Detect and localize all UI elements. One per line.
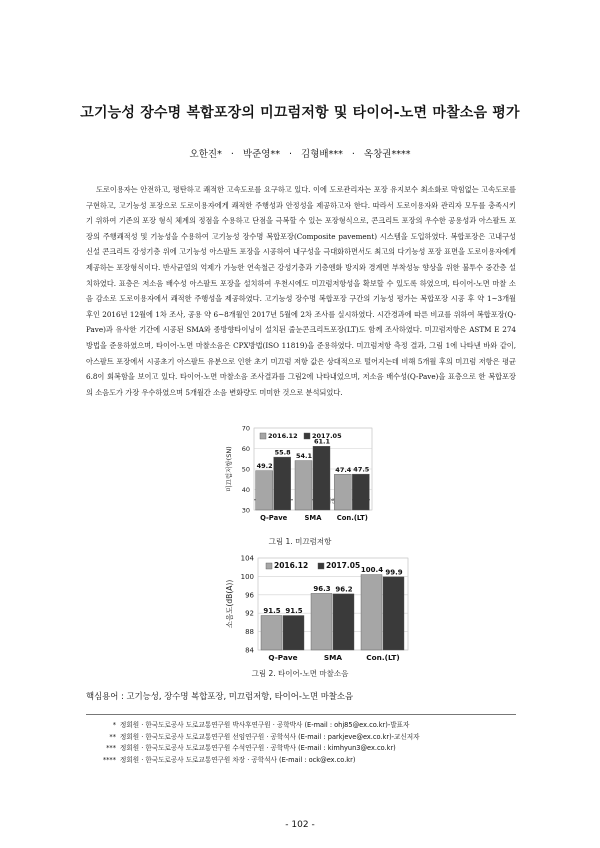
x-tick-label: SMA: [323, 653, 343, 662]
y-tick-label: 96: [245, 591, 254, 600]
y-tick-label: 84: [245, 646, 254, 655]
tire-noise-chart: [222, 552, 418, 668]
bar-2017.05: [333, 594, 354, 650]
legend-label: 2017.05: [312, 432, 342, 440]
legend-swatch: [318, 563, 324, 569]
author-separator: ·: [230, 149, 234, 160]
data-label: 47.4: [335, 465, 352, 474]
data-label: 99.9: [385, 568, 403, 577]
data-label: 54.1: [295, 452, 313, 461]
legend-swatch: [304, 433, 310, 439]
x-tick-label: Con.(LT): [366, 653, 400, 662]
data-label: 49.2: [256, 462, 273, 471]
y-tick-label: 50: [241, 465, 250, 474]
legend-swatch: [260, 433, 266, 439]
x-tick-label: Q-Pave: [260, 514, 288, 522]
legend-label: 2017.05: [326, 561, 361, 570]
bar-2017.05: [383, 577, 404, 650]
bar-2017.05: [274, 457, 291, 510]
page-number: - 102 -: [285, 820, 315, 830]
data-label: 96.3: [313, 584, 331, 593]
author-separator: ·: [288, 149, 293, 160]
author-list: [0, 146, 600, 160]
author-name: 옥창권****: [363, 149, 411, 160]
footnote: [86, 732, 516, 744]
y-tick-label: 100: [240, 572, 254, 581]
y-axis-label: 소음도(dB(A)): [225, 579, 234, 629]
footnote-mark: ****: [102, 755, 116, 764]
bar-2016.12: [334, 474, 351, 510]
x-tick-label: Con.(LT): [336, 514, 368, 522]
footnote: [86, 743, 516, 755]
bar-2016.12: [295, 461, 312, 510]
data-label: 91.5: [285, 607, 303, 615]
abstract-text: 도로이용자는 안전하고, 평탄하고 쾌적한 고속도로를 요구하고 있다. 이에 도로관리자는 포장 유지보수 최소화로 막힘없는 고속도로를 구현하고, 고기능성 포장으로 도로이용자에게 쾌적한 주행성과 안정성을 제공하고자 한다. 따라서 도로이용자와 관리자 모두를 충족시키기 위하여 기존의 포장 형식 체계의 정점을 수용하고 단점을 극복할 수 있는 포장형식으로, 콘크리트 포장의 우수한 공용성과 아스팔트 포장의 주행쾌적성 및 기능성을 수용하여 고기능성 장수명 복합포장(Composite pavement) 시스템을 도입하였다. 복합포장은 고내구성 신설 콘크리트 강성기층 위에 고기능성 아스팔트 포장을 시공하여 내구성을 극대화하면서도 최고의 다기능성 포장 표면을 도로이용자에게 제공하는 포장형식이다. 반사균열의 억제가 가능한 연속철근 강성기층과 기층엔화 방지와 경계면 부착성능 향상을 위한 불투수 중간층 설치하였다. 표층은 저소음 배수성 아스팔트 포장을 설치하여 우천시에도 미끄럼저항성을 확보할 수 있도록 하였으며, 타이어-노면 마찰 소음 감소로 도로이용자에서 쾌적한 주행성을 제공하였다. 고기능성 장수명 복합포장 구간의 기능성 평가는 복합포장 시공 후 약 1~3개월 후인 2016년 12월에 1차 조사, 공용 약 6~8개월인 2017년 5월에 2차 조사를 실시하였다. 시간경과에 따른 비교를 위하여 복합포장(Q-Pave)과 유사한 기간에 시공된 SMA와 종방향타이닝이 설치된 줄눈콘크리트포장(LT)도 함께 조사하였다. 미끄럼저항은 ASTM E 274 방법을 준용하였으며, 타이어-노면 마찰소음은 CPX방법(ISO 11819)을 준용하였다. 미끄럼저항 측정 결과, 그림 1에 나타낸 바와 같이, 아스팔트 포장에서 시공초기 아스팔트 유분으로 인한 초기 미끄럼 저항 값은 상대적으로 떨어지는데 비해 5개월 후의 미끄럼 저항은 평균 6.8이 회복함을 보이고 있다. 타이어-노면 마찰소음 조사결과를 그림2에 나타내었으며, 저소음 배수성(Q-Pave)을 표층으로 한 복합포장의 소음도가 가장 우수하였으며 5개월간 소음 변화량도 미미한 것으로 분석되었다.: [86, 185, 516, 397]
x-tick-label: SMA: [304, 514, 322, 522]
author-name: 오한진*: [189, 149, 222, 160]
bar-2016.12: [261, 616, 282, 651]
bar-2016.12: [361, 575, 382, 650]
footnote-mark: *: [112, 721, 116, 729]
y-tick-label: 60: [241, 445, 250, 453]
y-tick-label: 40: [241, 486, 250, 494]
author-separator: ·: [351, 149, 355, 160]
figure1-caption: 그림 1. 미끄럼저항: [268, 537, 332, 546]
y-tick-label: 70: [241, 424, 250, 433]
paper-title: 고기능성 장수명 복합포장의 미끄럼저항 및 타이어-노면 마찰소음 평가: [80, 105, 520, 121]
figure2-caption: 그림 2. 타이어-노면 마찰소음: [251, 669, 349, 678]
bar-2017.05: [313, 446, 330, 510]
data-label: 91.5: [263, 607, 281, 615]
y-tick-label: 30: [241, 506, 250, 515]
keywords: 핵심용어 : 고기능성, 장수명 복합포장, 미끄럼저항, 타이어-노면 마찰소음: [86, 691, 354, 701]
data-label: 96.2: [335, 585, 353, 594]
y-tick-label: 104: [240, 554, 254, 563]
y-tick-label: 88: [245, 628, 254, 637]
footnote-text: 정회원 · 한국도로공사 도로교통연구원 박사후연구원 · 공학박사 (E-mail : ohj85@ex.co.kr)-발표자: [120, 721, 410, 729]
footnote-text: 정회원 · 한국도로공사 도로교통연구원 선임연구원 · 공학석사 (E-mail : parkjeve@ex.co.kr)-교신저자: [120, 732, 420, 741]
data-label: 61.1: [313, 437, 331, 446]
data-label: 47.5: [353, 465, 370, 474]
bar-2017.05: [352, 474, 369, 510]
author-name: 박준영**: [242, 149, 280, 160]
footnote-text: 정회원 · 한국도로공사 도로교통연구원 차장 · 공학석사 (E-mail : ock@ex.co.kr): [120, 755, 356, 764]
legend-label: 2016.12: [268, 432, 298, 440]
legend-label: 2016.12: [274, 561, 309, 570]
y-tick-label: 92: [245, 609, 254, 618]
skid-resistance-chart: [222, 422, 382, 524]
bar-2016.12: [256, 471, 273, 510]
footnote-mark: **: [109, 732, 116, 741]
footnote-mark: ***: [106, 744, 116, 753]
bar-2016.12: [311, 593, 332, 650]
bar-2017.05: [283, 616, 304, 651]
footnote: [86, 755, 516, 767]
data-label: 100.4: [360, 566, 384, 575]
x-tick-label: Q-Pave: [268, 653, 298, 662]
data-label: 55.8: [274, 448, 291, 457]
footnote: [86, 720, 516, 732]
reference-line-label: 기준: [325, 497, 338, 505]
footnote-text: 정회원 · 한국도로공사 도로교통연구원 수석연구원 · 공학박사 (E-mail : kimhyun3@ex.co.kr): [120, 744, 396, 753]
y-axis-label: 미끄럼저항(SN): [225, 446, 233, 492]
legend-swatch: [266, 563, 272, 569]
footnotes: [86, 714, 516, 766]
author-name: 김형배***: [301, 149, 343, 160]
